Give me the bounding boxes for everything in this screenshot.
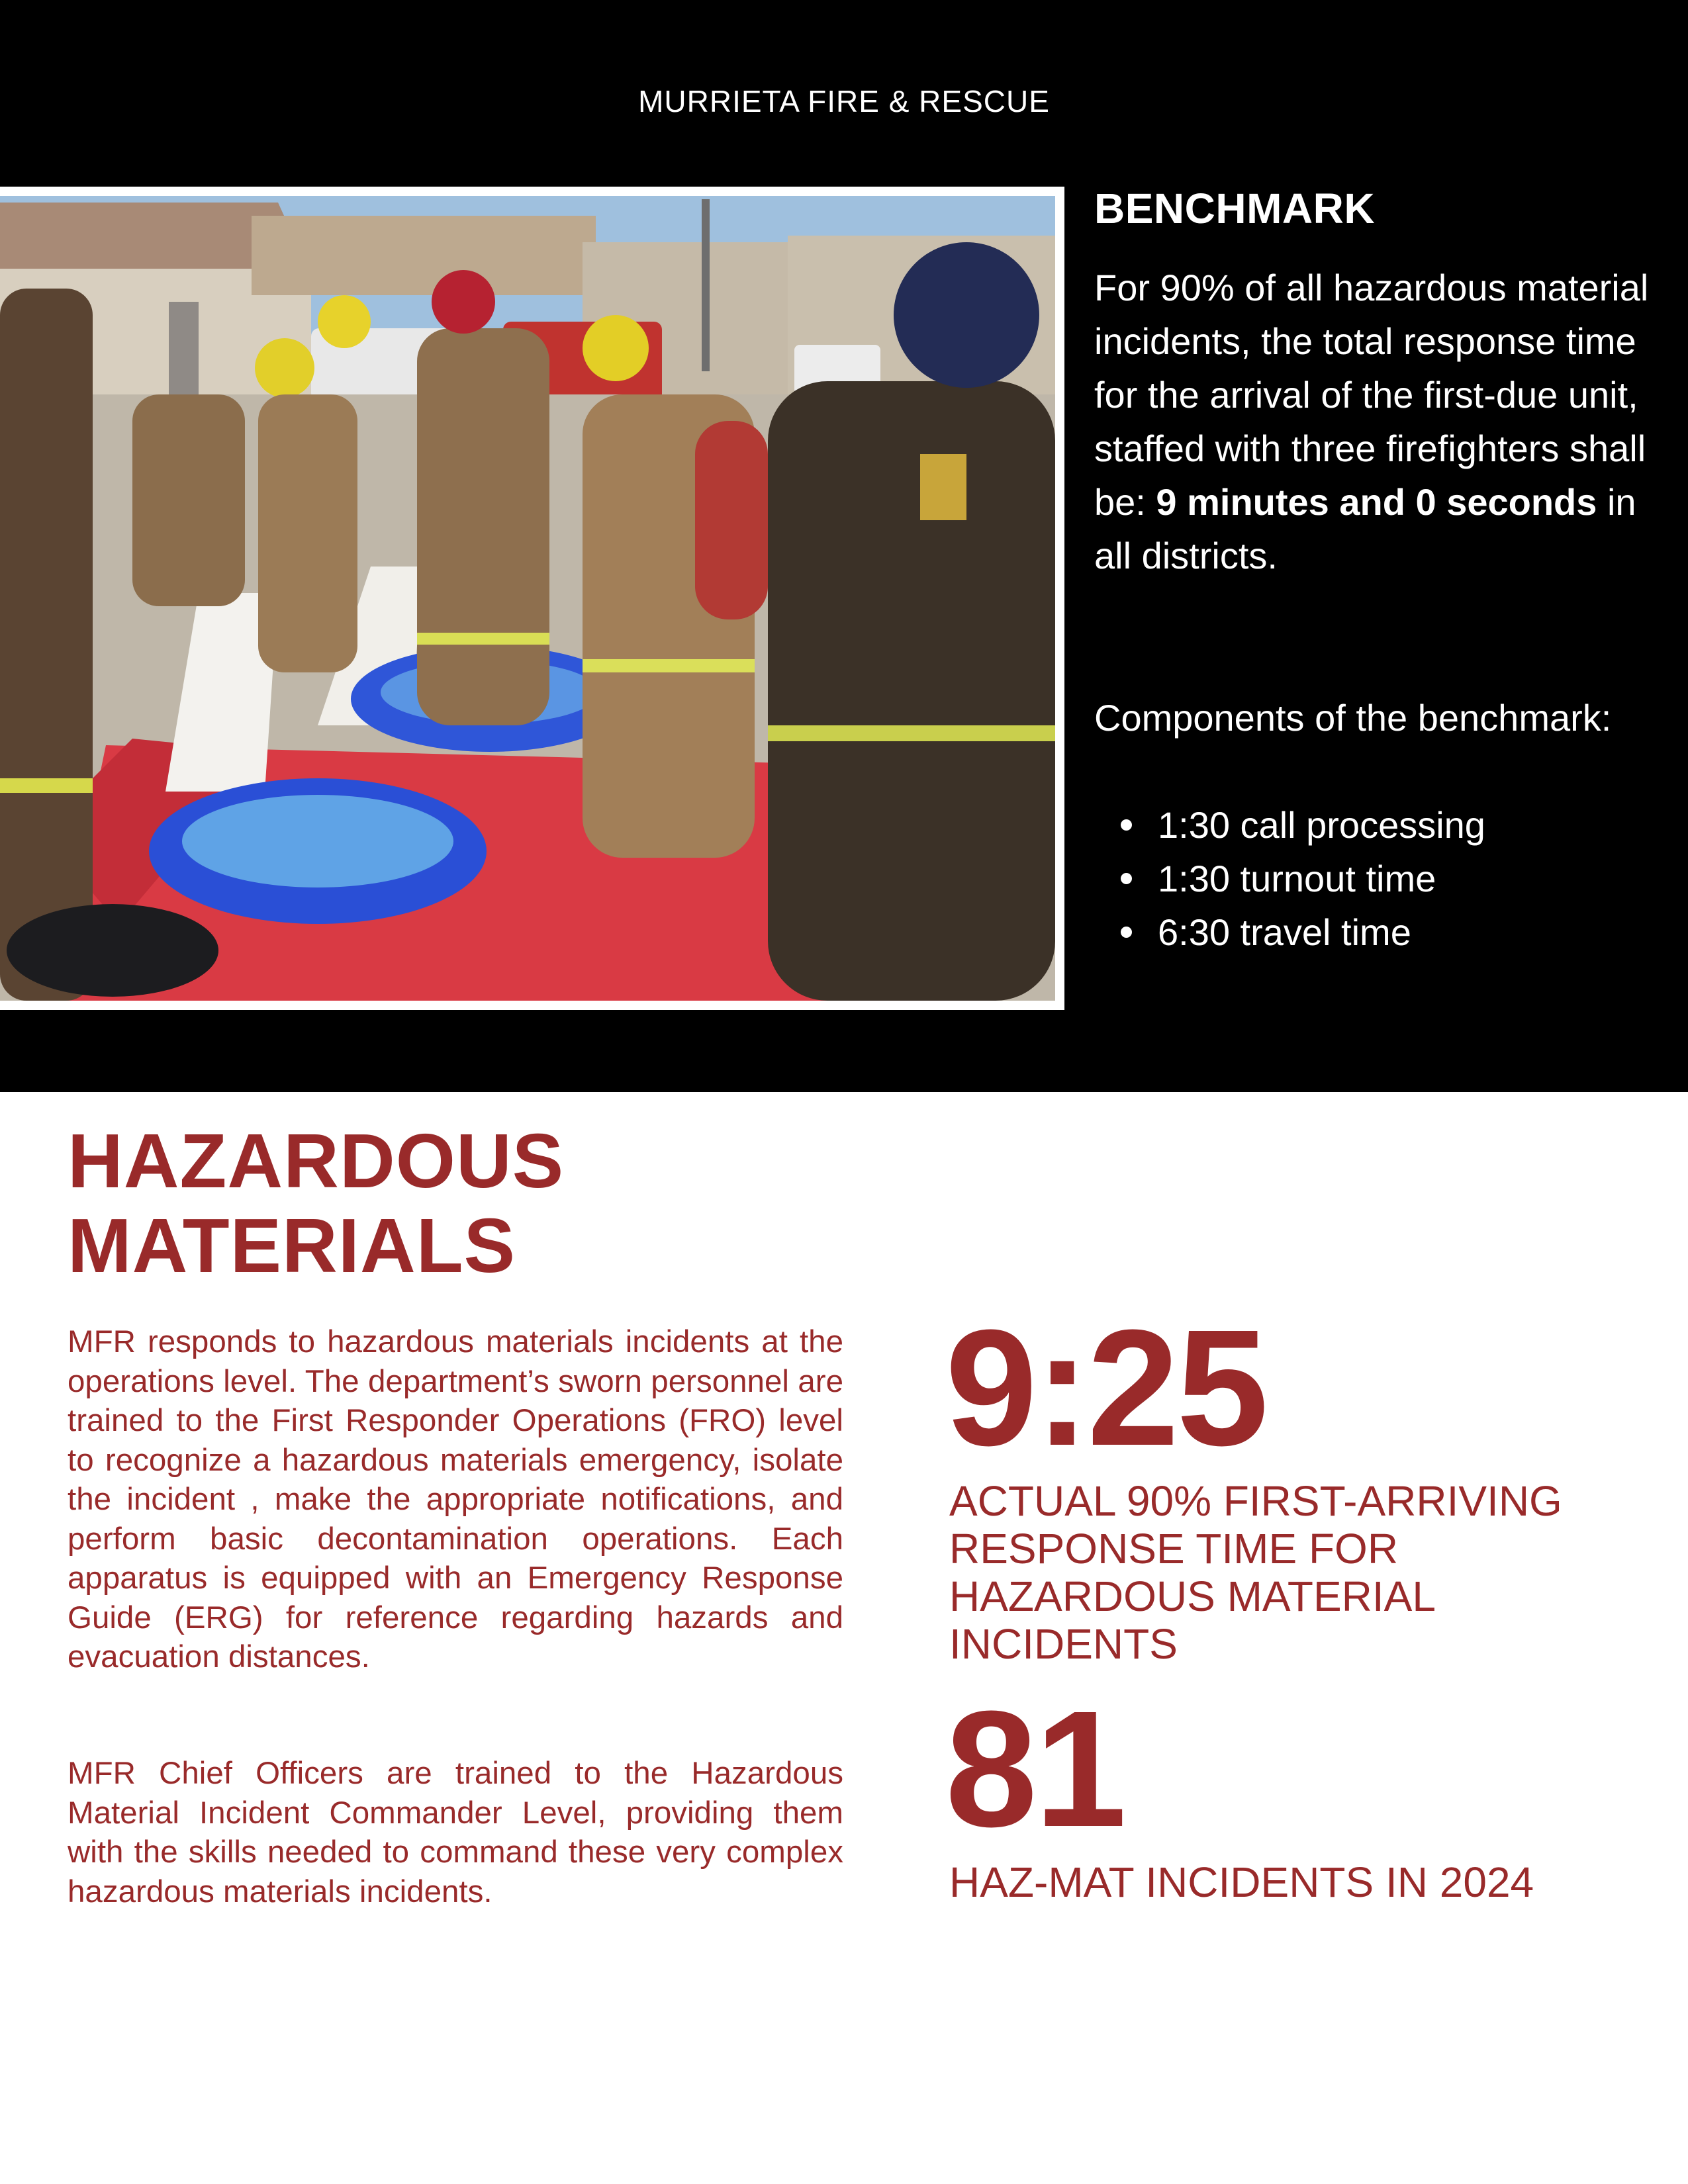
hazmat-description-paragraph: MFR responds to hazardous materials incidents at the operations level. The department’s sworn personnel are trained to the First Responder Operations (FRO) level to recognize a hazardous materials emergency, isolate the incident , make the appropriate notifications, and perform basic decontamination operations. Each apparatus is equipped with an Emergency Response Guide (ERG) for reference regarding hazards and evacuation distances. (68, 1324, 843, 1674)
response-time-stat-label: ACTUAL 90% FIRST-ARRIVING RESPONSE TIME FOR HAZARDOUS MATERIAL INCIDENTS (949, 1477, 1562, 1668)
org-header: MURRIETA FIRE & RESCUE (638, 84, 1050, 118)
benchmark-time-target: 9 minutes and 0 seconds (1156, 481, 1597, 523)
incident-count-stat-label: HAZ-MAT INCIDENTS IN 2024 (949, 1858, 1534, 1906)
components-list (1094, 798, 1485, 959)
components-label: Components of the benchmark: (1094, 697, 1612, 739)
benchmark-statement (1094, 261, 1664, 582)
benchmark-text-before: For 90% of all hazardous material incidents, the total response time for the arrival of the first-due unit, staffed with three firefighters shall be: (1094, 267, 1649, 523)
component-item: 1:30 turnout time (1094, 852, 1485, 905)
section-title-line1: HAZARDOUS (68, 1118, 565, 1204)
section-title-line2: MATERIALS (68, 1203, 516, 1289)
hazmat-training-photo (0, 196, 1055, 1001)
section-title (68, 1118, 564, 1288)
benchmark-text-after: in all districts. (1094, 481, 1636, 576)
incident-count-stat-value: 81 (945, 1676, 1125, 1861)
photo-frame (0, 187, 1064, 1010)
photo-illustration (0, 196, 1055, 1001)
chief-officers-paragraph: MFR Chief Officers are trained to the Hazardous Material Incident Commander Level, providing them with the skills needed to command these very complex hazardous materials incidents. (68, 1756, 843, 1909)
component-item: 6:30 travel time (1094, 905, 1485, 959)
response-time-stat-value: 9:25 (945, 1295, 1266, 1480)
component-item: 1:30 call processing (1094, 798, 1485, 852)
benchmark-heading: BENCHMARK (1094, 185, 1376, 232)
